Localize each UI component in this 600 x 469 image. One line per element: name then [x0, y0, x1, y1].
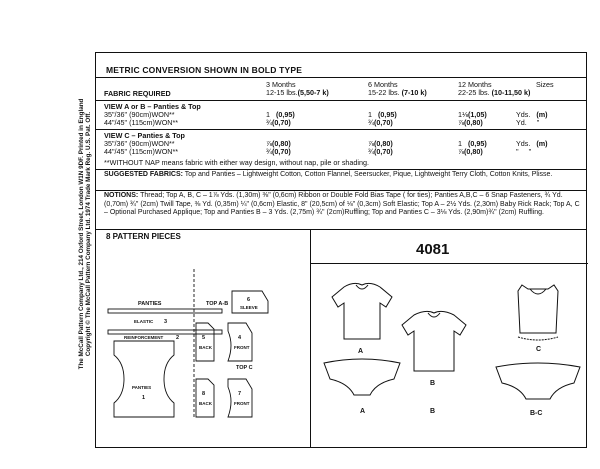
fabric-required-label: FABRIC REQUIRED	[104, 89, 171, 98]
neckline	[356, 285, 368, 289]
qty: ¾(0,70)	[266, 147, 291, 156]
qty: ⅞(0,80)	[368, 139, 393, 148]
sizes-label: Sizes	[536, 80, 554, 89]
qty: ¾(0,70)	[368, 118, 393, 127]
divider	[96, 190, 586, 191]
view-c-art-label: C	[536, 346, 542, 353]
view-b-label: B	[430, 380, 436, 387]
view-a-label: A	[358, 348, 364, 355]
pattern-pieces-layout	[96, 229, 310, 447]
sleeve-number: 6	[247, 297, 251, 303]
pattern-envelope-back	[95, 52, 587, 448]
qty: 1 (0,95)	[266, 110, 295, 119]
panties-label: PANTIES	[138, 301, 162, 307]
panties-number: 1	[142, 395, 146, 401]
size-6m-age: 6 Months	[368, 80, 398, 89]
view-b-panties-label: B	[430, 408, 436, 415]
size-3m-weight: 12-15 lbs.(5,50-7 k)	[266, 88, 329, 97]
qty: ⅞(0,80)	[458, 147, 483, 156]
view-ab-label: VIEW A or B – Panties & Top	[104, 102, 201, 111]
back-ab-label: BACK	[199, 345, 212, 350]
unit: Yd. "	[516, 118, 540, 127]
metric-conversion-title: METRIC CONVERSION SHOWN IN BOLD TYPE	[106, 65, 303, 75]
publisher-line: The McCall Pattern Company Ltd., 214 Oxford Street, London W1N 9DF. Printed in England	[78, 98, 85, 370]
view-c-width-1: 35"/36" (90cm)WON**	[104, 139, 175, 148]
divider	[96, 169, 586, 170]
front-c-number: 7	[238, 391, 242, 397]
view-bc-label: B-C	[530, 410, 543, 417]
back-c-number: 8	[202, 391, 206, 397]
view-ab-width-2: 44"/45" (115cm)WON**	[104, 118, 179, 127]
top-a-drawing	[332, 283, 392, 339]
size-6m-weight: 15-22 lbs. (7-10 k)	[368, 88, 427, 97]
pattern-number: 4081	[416, 241, 450, 258]
back-ab-number: 5	[202, 335, 206, 341]
divider	[96, 129, 586, 130]
panties-a-drawing	[324, 359, 400, 395]
back-ab-piece	[196, 323, 214, 361]
front-ab-label: FRONT	[234, 345, 250, 350]
ruffle	[518, 337, 558, 340]
notions: NOTIONS: Thread; Top A, B, C – 1⅞ Yds. (1,30m) ⅜" (0,6cm) Ribbon or Double Fold Bias Tape ( for ties); Panties A,B,C – 6 Snap Fasteners, ¾ Yd. (0,70m) ¾" (2cm) Twill Tape, ⅜ Yd. (0,35m) ¼" (0,6cm) Elastic, 8" (20,5cm) of ⅛" (0,3cm) Soft Elastic; Top A – 2½ Yds. (2,30m) Baby Rick Rack; Top A, C – Optional Purchased Applique; Top and Panties B – 3 Yds. (2,75m) ¾" (2cm)Ruffling; Top and Panties C – 3⅛ Yds. (2,90m)¾" (2cm) Ruffling.	[104, 192, 580, 217]
pattern-pieces-title: 8 PATTERN PIECES	[106, 232, 181, 241]
suggested-fabrics: SUGGESTED FABRICS: Top and Panties – Lightweight Cotton, Cotton Flannel, Seersucker, Pique, Lightweight Terry Cloth, Cotton Knits, Plisse.	[104, 171, 553, 178]
top-c-label: TOP C	[236, 365, 253, 371]
qty: ¾(0,70)	[266, 118, 291, 127]
unit: Yds. (m)	[516, 139, 548, 148]
reinforcement-label: REINFORCEMENT	[124, 335, 164, 340]
view-c-width-2: 44"/45" (115cm)WON**	[104, 147, 179, 156]
front-c-label: FRONT	[234, 401, 250, 406]
sleeve-label: SLEEVE	[240, 305, 258, 310]
qty: 1 (0,95)	[458, 139, 487, 148]
view-c-label: VIEW C – Panties & Top	[104, 131, 185, 140]
qty: 1⅛(1,05)	[458, 110, 487, 119]
qty: ⅞(0,80)	[266, 139, 291, 148]
view-a-panties-label: A	[360, 408, 366, 415]
front-ab-number: 4	[238, 335, 242, 341]
divider	[96, 77, 586, 78]
qty: ¾(0,70)	[368, 147, 393, 156]
size-3m-age: 3 Months	[266, 80, 296, 89]
garment-views-illustration	[310, 263, 588, 447]
view-ab-width-1: 35"/36" (90cm)WON**	[104, 110, 175, 119]
reinforcement-number: 2	[176, 335, 180, 341]
copyright-sidebar	[78, 24, 92, 444]
reinforcement-piece	[108, 330, 222, 334]
without-nap-note: **WITHOUT NAP means fabric with either way design, without nap, pile or shading.	[104, 158, 369, 167]
panties-piece-label: PANTIES	[132, 385, 152, 390]
qty: 1 (0,95)	[368, 110, 397, 119]
front-ab-piece	[228, 323, 252, 361]
top-c-drawing	[518, 285, 558, 333]
copyright-line: Copyright © The McCall Pattern Company Ltd. 1974 Trade Mark Reg. U.S. Pat. Off.	[85, 111, 92, 357]
size-12m-age: 12 Months	[458, 80, 492, 89]
elastic-label: ELASTIC	[134, 319, 154, 324]
elastic-number: 3	[164, 319, 168, 325]
back-c-piece	[196, 379, 214, 417]
panties-bc-drawing	[496, 363, 580, 399]
unit: " "	[516, 147, 532, 156]
top-ab-label: TOP A-B	[206, 301, 229, 307]
top-b-drawing	[402, 311, 466, 371]
back-c-label: BACK	[199, 401, 212, 406]
neckline	[530, 289, 546, 294]
size-12m-weight: 22-25 lbs. (10-11,50 k)	[458, 88, 531, 97]
front-c-piece	[228, 379, 252, 417]
panties-piece	[114, 341, 174, 417]
divider	[96, 100, 586, 101]
unit: Yds. (m)	[516, 110, 548, 119]
neckline	[428, 313, 440, 317]
qty: ⅞(0,80)	[458, 118, 483, 127]
elastic-piece	[108, 309, 222, 313]
